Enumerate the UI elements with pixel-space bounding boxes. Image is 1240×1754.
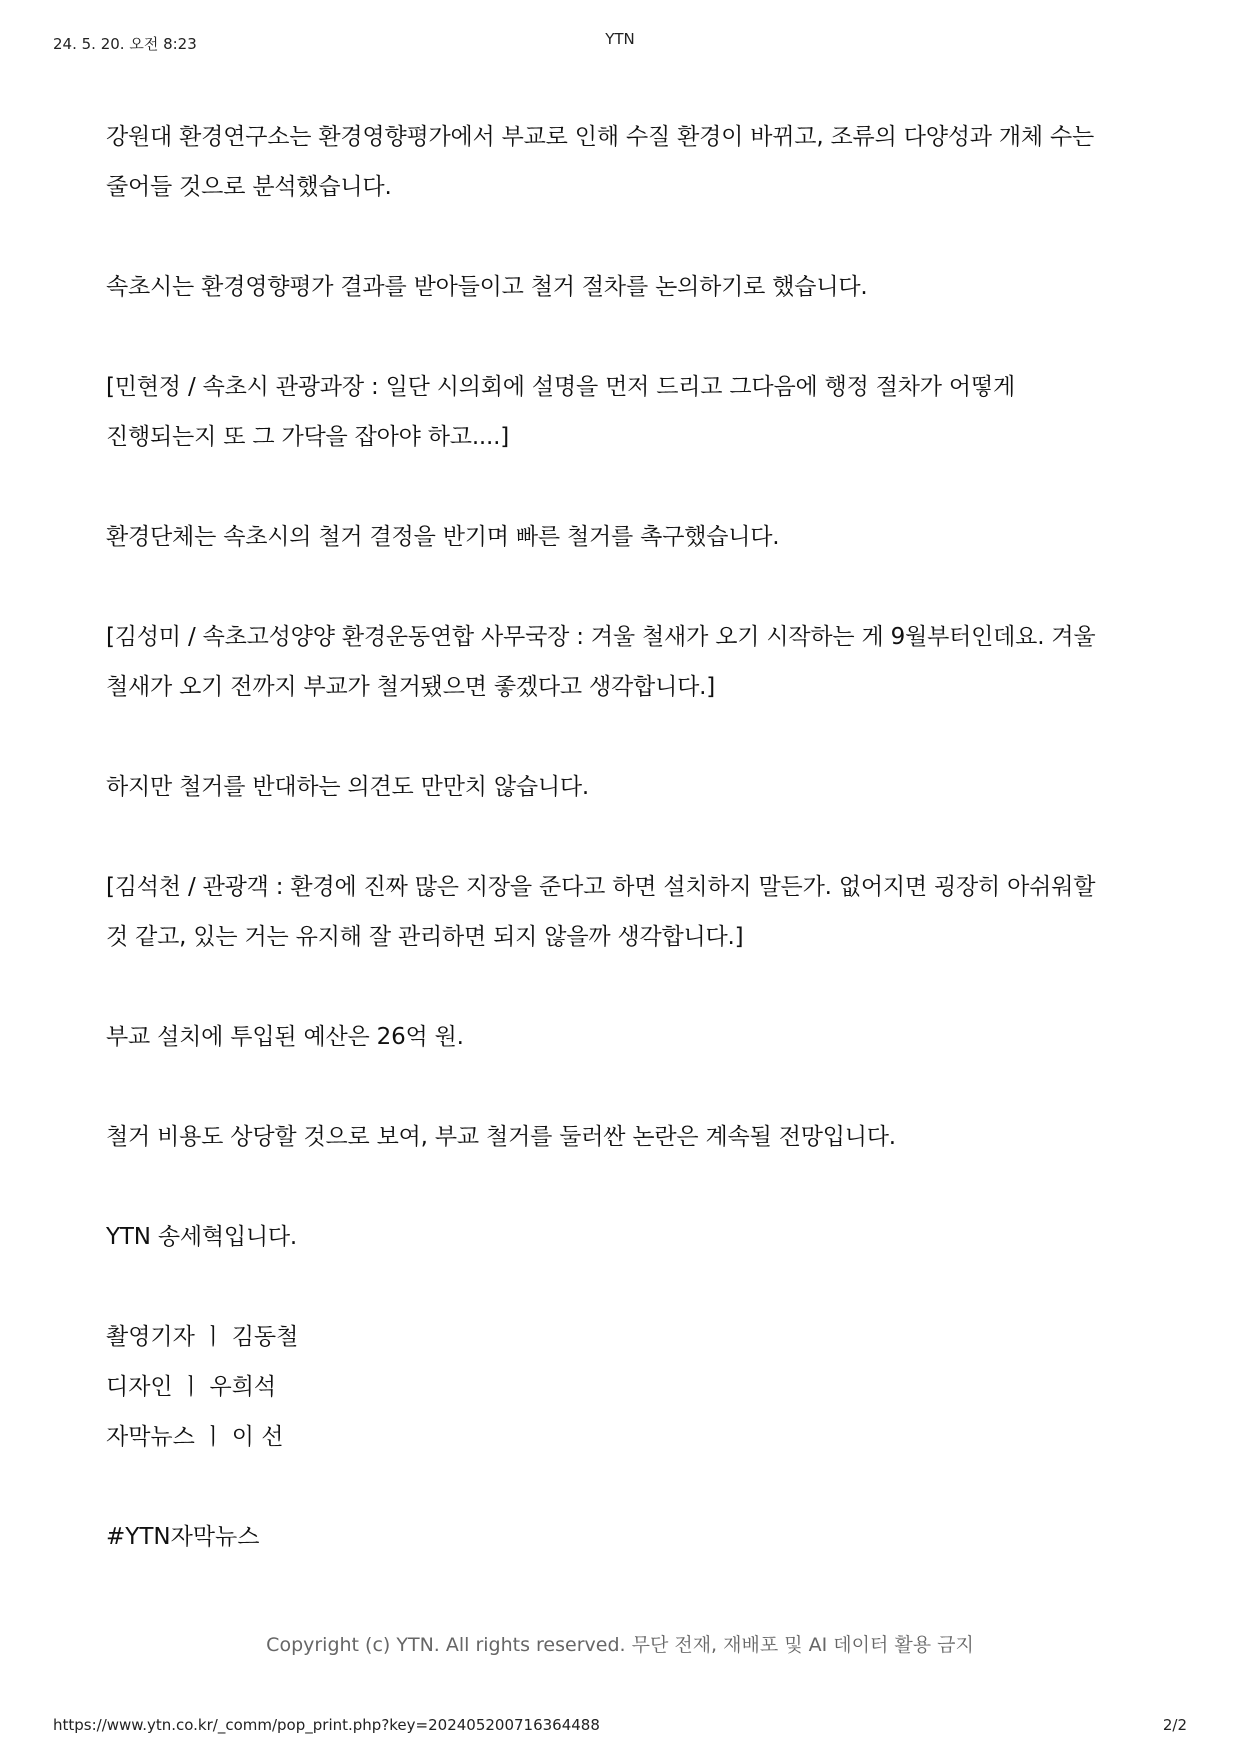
article-paragraph: 강원대 환경연구소는 환경영향평가에서 부교로 인해 수질 환경이 바뀌고, 조류의 다양성과 개체 수는 줄어들 것으로 분석했습니다. bbox=[106, 124, 1095, 200]
article-body bbox=[106, 112, 1106, 1562]
article-paragraph: 하지만 철거를 반대하는 의견도 만만치 않습니다. bbox=[106, 774, 590, 800]
article-paragraph: 철거 비용도 상당할 것으로 보여, 부교 철거를 둘러싼 논란은 계속될 전망입니다. bbox=[106, 1124, 896, 1150]
credit-camera: 촬영기자 ㅣ 김동철 bbox=[106, 1324, 299, 1350]
reporter-signoff: YTN 송세혁입니다. bbox=[106, 1224, 298, 1250]
print-datetime: 24. 5. 20. 오전 8:23 bbox=[53, 35, 197, 53]
interview-quote: [민현정 / 속초시 관광과장 : 일단 시의회에 설명을 먼저 드리고 그다음에 행정 절차가 어떻게 진행되는지 또 그 가닥을 잡아야 하고....] bbox=[106, 374, 1015, 450]
credit-design: 디자인 ㅣ 우희석 bbox=[106, 1374, 277, 1400]
print-page-number: 2/2 bbox=[1162, 1716, 1187, 1734]
credit-caption: 자막뉴스 ㅣ 이 선 bbox=[106, 1424, 284, 1450]
print-page-title: YTN bbox=[605, 30, 635, 48]
article-paragraph: 속초시는 환경영향평가 결과를 받아들이고 철거 절차를 논의하기로 했습니다. bbox=[106, 274, 868, 300]
copyright-notice: Copyright (c) YTN. All rights reserved. 무단 전재, 재배포 및 AI 데이터 활용 금지 bbox=[266, 1634, 974, 1656]
article-paragraph: 환경단체는 속초시의 철거 결정을 반기며 빠른 철거를 촉구했습니다. bbox=[106, 524, 780, 550]
hashtag: #YTN자막뉴스 bbox=[106, 1524, 260, 1550]
article-paragraph: 부교 설치에 투입된 예산은 26억 원. bbox=[106, 1024, 464, 1050]
print-url: https://www.ytn.co.kr/_comm/pop_print.php?key=202405200716364488 bbox=[53, 1716, 600, 1734]
interview-quote: [김성미 / 속초고성양양 환경운동연합 사무국장 : 겨울 철새가 오기 시작하는 게 9월부터인데요. 겨울 철새가 오기 전까지 부교가 철거됐으면 좋겠다고 생각합니다.] bbox=[106, 624, 1096, 700]
interview-quote: [김석천 / 관광객 : 환경에 진짜 많은 지장을 준다고 하면 설치하지 말든가. 없어지면 굉장히 아쉬워할 것 같고, 있는 거는 유지해 잘 관리하면 되지 않을까 생각합니다.] bbox=[106, 874, 1096, 950]
